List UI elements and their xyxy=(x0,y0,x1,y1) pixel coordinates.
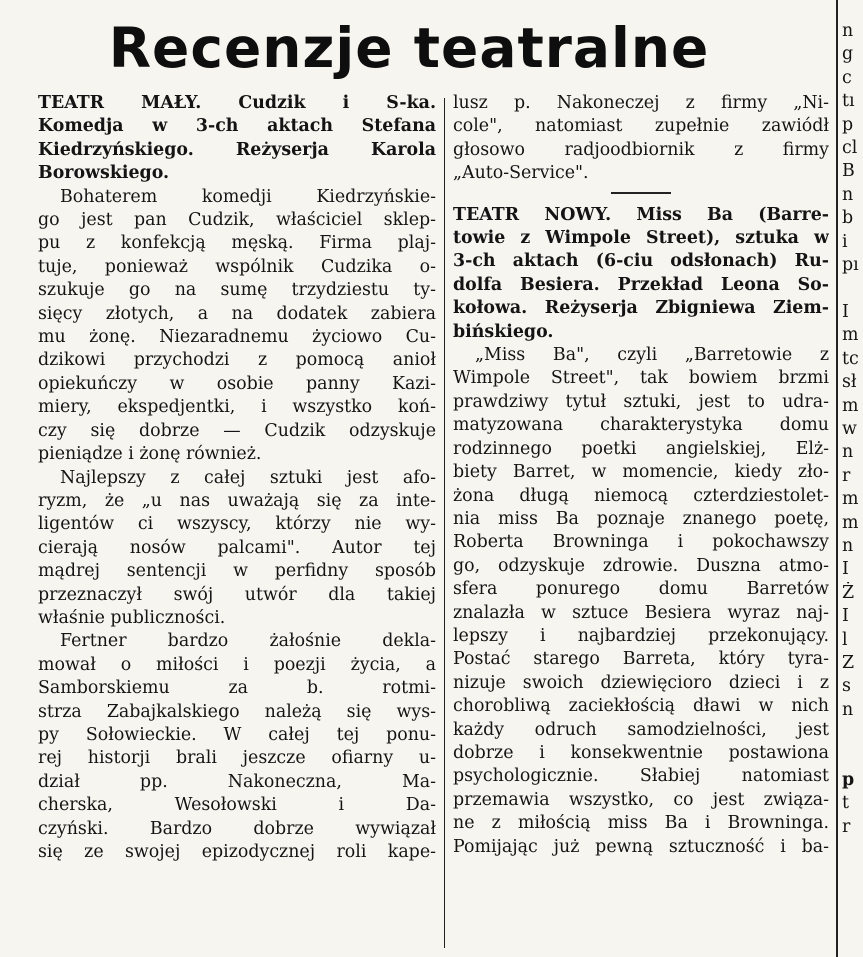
text-line: dobrze i konsekwentnie postawiona xyxy=(453,742,829,763)
review-heading-teatr-maly: TEATR MAŁY. Cudzik i S-ka. xyxy=(38,93,436,113)
text-line: rej historji brali jeszcze ofiarny u- xyxy=(38,748,436,769)
text-fragment: I xyxy=(842,559,849,580)
text-line: dział pp. Nakoneczna, Ma- xyxy=(38,771,436,792)
text-fragment: t xyxy=(842,793,849,814)
text-fragment: n xyxy=(842,442,854,463)
text-line: głosowo radjoodbiornik z firmy xyxy=(453,139,829,160)
text-line: Postać starego Barreta, który tyra- xyxy=(453,649,829,670)
text-fragment: tı xyxy=(842,91,855,112)
text-line: 3-ch aktach (6-ciu odsłonach) Ru- xyxy=(453,251,829,272)
text-line: mu żonę. Niezaradnemu życiowo Cu- xyxy=(38,327,436,348)
text-line: szukuje go na sumę trzydziestu ty- xyxy=(38,280,436,301)
text-line: cherska, Wesołowski i Da- xyxy=(38,795,436,816)
text-line: „Miss Ba", czyli „Barretowie z xyxy=(475,345,829,366)
text-fragment: p xyxy=(842,770,855,790)
text-fragment: n xyxy=(842,21,854,41)
text-line: psychologicznie. Słabiej natomiast xyxy=(453,766,829,787)
text-line: przeznaczył swój utwór dla takiej xyxy=(38,584,436,605)
text-line: przemawia wszystko, co jest związa- xyxy=(453,789,829,810)
text-line: znalazła w sztuce Besiera wyraz naj- xyxy=(453,602,829,623)
text-line: opiekuńczy w osobie panny Kazi- xyxy=(38,373,436,394)
text-line: dzikowi przychodzi z pomocą anioł xyxy=(38,350,436,371)
text-line: pieniądze i żonę również. xyxy=(38,444,262,465)
text-fragment: m xyxy=(842,325,859,346)
text-fragment: p xyxy=(842,114,854,135)
text-fragment: c xyxy=(842,67,852,88)
text-line: każdy odruch samodzielności, jest xyxy=(453,719,829,740)
text-fragment: I xyxy=(842,301,849,322)
article-column-3-fragment xyxy=(842,20,863,839)
text-line: go, odzyskuje zdrowie. Duszna atmo- xyxy=(453,555,829,576)
article-column-1 xyxy=(38,92,436,864)
text-fragment xyxy=(842,722,863,745)
text-line: miery, ekspedjentki, i wszystko koń- xyxy=(38,397,436,418)
text-line: matyzowana charakterystyka domu xyxy=(453,415,829,436)
text-line: cierają nosów palcami". Autor tej xyxy=(38,537,436,558)
text-fragment: cl xyxy=(842,138,858,159)
text-fragment xyxy=(842,277,863,300)
text-line: Borowskiego. xyxy=(38,163,170,184)
text-line: lusz p. Nakoneczej z firmy „Ni- xyxy=(453,93,829,113)
text-fragment: w xyxy=(842,418,857,439)
text-line: Kiedrzyńskiego. Reżyserja Karola xyxy=(38,139,436,160)
text-fragment: r xyxy=(842,465,851,486)
text-line: „Auto-Service". xyxy=(453,163,589,184)
text-fragment: l xyxy=(842,629,848,650)
text-fragment: i xyxy=(842,231,848,252)
text-fragment: n xyxy=(842,184,854,205)
text-fragment: B xyxy=(842,161,855,182)
article-column-2 xyxy=(453,92,829,859)
text-line: Roberta Browninga i pokochawszy xyxy=(453,532,829,553)
text-line: pu z konfekcją męską. Firma plaj- xyxy=(38,233,436,254)
text-line: czy się dobrze — Cudzik odzyskuje xyxy=(38,420,436,441)
text-line: ryzm, że „u nas uważają się za inte- xyxy=(38,490,436,511)
text-line: czyński. Bardzo dobrze wywiązał xyxy=(38,818,436,839)
text-line: ligentów ci wszyscy, którzy nie wy- xyxy=(38,514,436,535)
text-line: bińskiego. xyxy=(453,321,554,342)
text-line: biety Barret, w momencie, kiedy zło- xyxy=(453,462,829,483)
text-fragment: Z xyxy=(842,652,855,673)
text-line: żona długą niemocą czterdziestolet- xyxy=(453,485,829,506)
text-fragment: m xyxy=(842,395,859,416)
text-fragment: r xyxy=(842,816,851,837)
text-line: właśnie publiczności. xyxy=(38,607,226,628)
text-line: sfera ponurego domu Barretów xyxy=(453,579,829,600)
review-heading-teatr-nowy: TEATR NOWY. Miss Ba (Barre- xyxy=(453,204,829,225)
text-line: Fertner bardzo żałośnie dekla- xyxy=(60,631,436,652)
column-rule-left xyxy=(444,98,445,948)
text-line: Bohaterem komedji Kiedrzyńskie- xyxy=(60,186,436,207)
text-fragment: m xyxy=(842,512,859,533)
text-line: sięcy złotych, a na dodatek zabiera xyxy=(38,303,436,324)
text-line: go jest pan Cudzik, właściciel sklep- xyxy=(38,210,436,231)
page-headline: Recenzje teatralne xyxy=(108,16,710,80)
text-fragment: sł xyxy=(842,372,857,393)
text-line: cole", natomiast zupełnie zawiódł xyxy=(453,116,829,137)
text-line: się ze swojej epizodycznej roli kape- xyxy=(38,842,436,862)
text-fragment: tc xyxy=(842,348,859,369)
text-line: mądrej sentencji w perfidny sposób xyxy=(38,561,436,582)
text-line: py Sołowieckie. W całej tej ponu- xyxy=(38,724,436,745)
text-fragment: I xyxy=(842,606,849,627)
text-fragment: g xyxy=(842,44,854,65)
text-line: mował o miłości i poezji życia, a xyxy=(38,654,436,675)
text-line: prawdziwy tytuł sztuki, jest to udra- xyxy=(453,391,829,412)
text-line: towie z Wimpole Street), sztuka w xyxy=(453,228,829,249)
text-fragment: n xyxy=(842,535,854,556)
text-fragment: pı xyxy=(842,255,859,276)
text-line: Komedja w 3-ch aktach Stefana xyxy=(38,116,436,137)
text-fragment: b xyxy=(842,208,854,229)
text-fragment: n xyxy=(842,699,854,720)
text-line: dolfa Besiera. Przekład Leona So- xyxy=(453,274,829,295)
text-line: lepszy i najbardziej przekonujący. xyxy=(453,625,829,646)
column-rule-right xyxy=(836,0,838,957)
text-line: rodzinnego poetki angielskiej, Elż- xyxy=(453,438,829,459)
text-fragment: m xyxy=(842,489,859,510)
text-line: nizuje swoich dziewięcioro dzieci i z xyxy=(453,672,829,693)
text-line: kołowa. Reżyserja Zbigniewa Ziem- xyxy=(453,298,829,319)
text-line: strza Zabajkalskiego należą się wys- xyxy=(38,701,436,722)
text-line: Samborskiemu za b. rotmi- xyxy=(38,678,436,699)
text-fragment: s xyxy=(842,676,851,697)
text-line: chorobliwą zaciekłością dławi w nich xyxy=(453,696,829,717)
section-separator xyxy=(611,192,671,194)
text-line: Pomijając już pewną sztuczność i ba- xyxy=(453,836,829,857)
text-line: nia miss Ba poznaje znanego poetę, xyxy=(453,508,829,529)
text-fragment xyxy=(842,746,863,769)
text-line: Wimpole Street", tak bowiem brzmi xyxy=(453,368,829,389)
text-fragment: Ż xyxy=(842,582,855,603)
text-line: Najlepszy z całej sztuki jest afo- xyxy=(60,467,436,488)
text-line: tuje, ponieważ wspólnik Cudzika o- xyxy=(38,256,436,277)
text-line: ne z miłością miss Ba i Browninga. xyxy=(453,813,829,834)
